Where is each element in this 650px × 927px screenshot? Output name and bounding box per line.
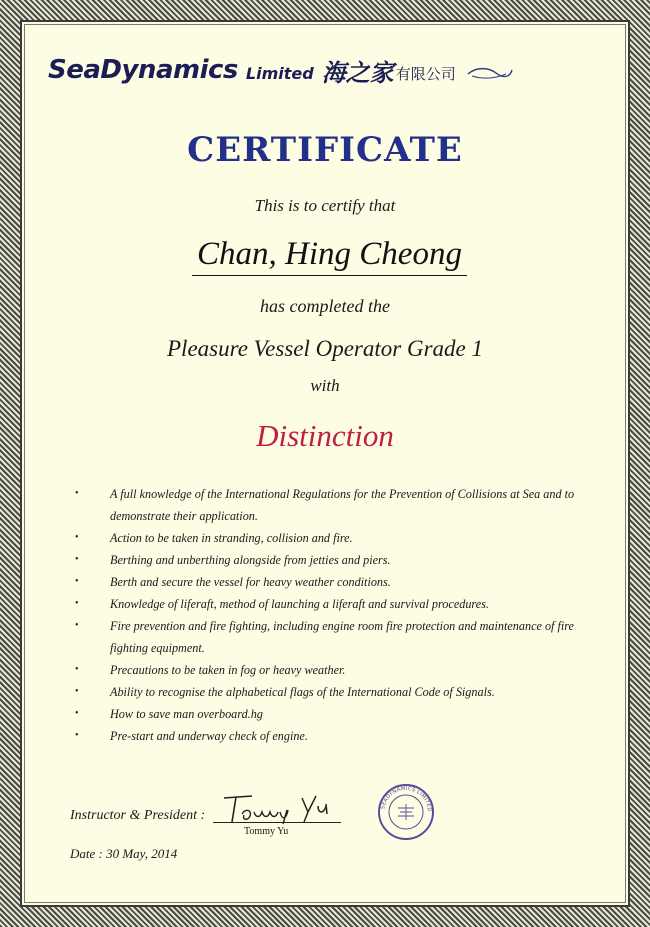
brand-chinese-name: 海之家	[321, 58, 394, 87]
list-item-text: Precautions to be taken in fog or heavy weather.	[110, 663, 346, 677]
signature-line	[213, 822, 341, 823]
list-item	[72, 703, 582, 725]
list-item-text: How to save man overboard.hg	[110, 707, 263, 721]
signature-label: Instructor & President :	[70, 808, 206, 823]
bullet-icon: •	[75, 664, 79, 675]
brand-name: SeaDynamics	[48, 55, 238, 85]
bullet-icon: •	[75, 598, 79, 609]
recipient-name: Chan, Hing Cheong	[192, 236, 467, 276]
list-item	[72, 659, 582, 681]
list-item	[72, 571, 582, 593]
list-item	[72, 725, 582, 747]
company-seal-icon	[376, 782, 436, 842]
brand-suffix: Limited	[245, 63, 314, 83]
list-item-text: Ability to recognise the alphabetical flags of the International Code of Signals.	[110, 685, 495, 699]
bullet-icon: •	[75, 686, 79, 697]
handwritten-signature	[210, 790, 350, 826]
bullet-icon: •	[75, 576, 79, 587]
bullet-icon: •	[75, 730, 79, 741]
certify-text: This is to certify that	[254, 196, 396, 215]
list-item	[72, 615, 582, 659]
issue-date: Date : 30 May, 2014	[70, 846, 178, 861]
list-item-text: A full knowledge of the International Regulations for the Prevention of Collisions at Sea and to demonstrate their application.	[110, 487, 575, 523]
bullet-icon: •	[75, 532, 79, 543]
list-item-text: Fire prevention and fire fighting, including engine room fire protection and maintenance of fire fighting equipment.	[110, 619, 574, 655]
list-item-text: Pre-start and underway check of engine.	[110, 729, 308, 743]
completed-text: has completed the	[260, 296, 390, 316]
list-item-text: Berth and secure the vessel for heavy weather conditions.	[110, 575, 391, 589]
bullet-icon: •	[75, 620, 79, 631]
bullet-icon: •	[75, 488, 79, 499]
brand-chinese-suffix: 有限公司	[395, 64, 456, 83]
list-item	[72, 527, 582, 549]
honour-distinction: Distinction	[256, 418, 394, 453]
competency-list	[72, 483, 582, 747]
with-text: with	[310, 376, 340, 395]
list-item-text: Berthing and unberthing alongside from jetties and piers.	[110, 553, 391, 567]
list-item-text: Knowledge of liferaft, method of launching a liferaft and survival procedures.	[110, 597, 489, 611]
letterhead	[48, 52, 608, 88]
list-item	[72, 549, 582, 571]
signatory-name: Tommy Yu	[244, 826, 289, 837]
bullet-icon: •	[75, 554, 79, 565]
list-item	[72, 483, 582, 527]
svg-text:SEADYNAMICS LIMITED: SEADYNAMICS LIMITED	[380, 785, 433, 813]
list-item	[72, 593, 582, 615]
course-name: Pleasure Vessel Operator Grade 1	[167, 336, 483, 361]
certificate-title: CERTIFICATE	[187, 130, 463, 170]
list-item	[72, 681, 582, 703]
bullet-icon: •	[75, 708, 79, 719]
list-item-text: Action to be taken in stranding, collision and fire.	[110, 531, 353, 545]
wave-swoosh-icon	[466, 65, 514, 81]
